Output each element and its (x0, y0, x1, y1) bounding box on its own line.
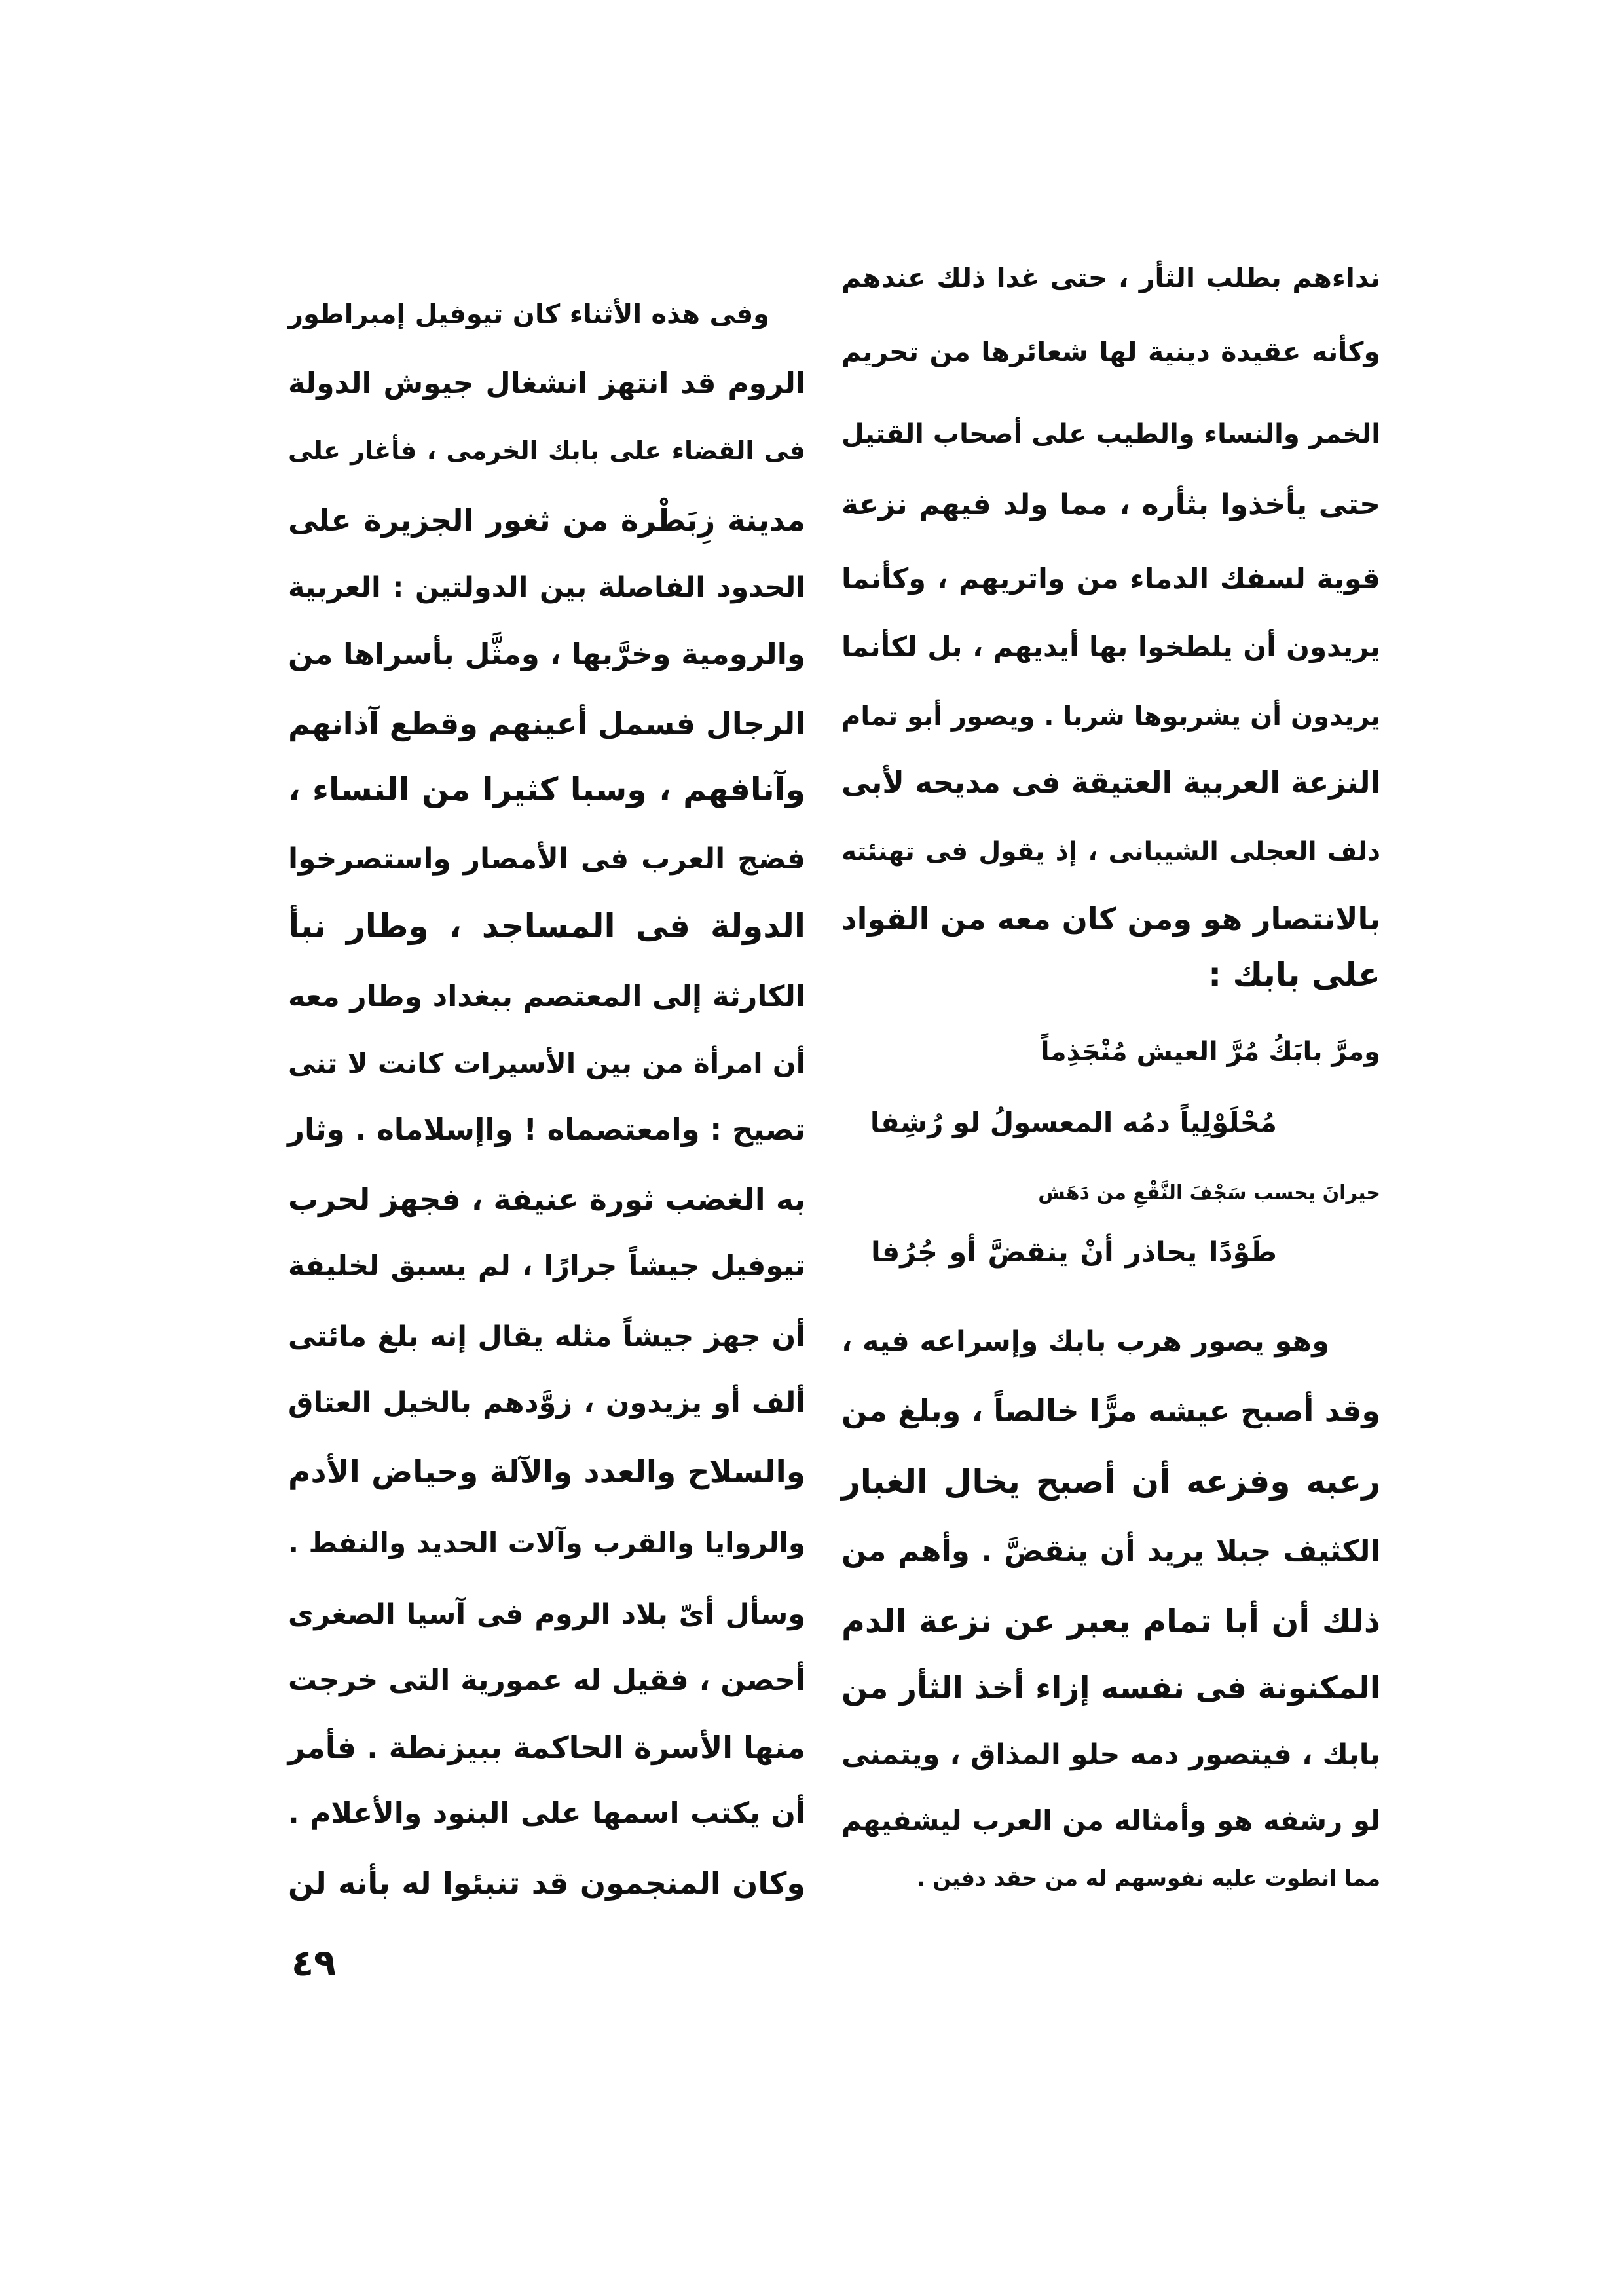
text-line: ألف أو يزيدون ، زوَّدهم بالخيل العتاق (288, 1387, 805, 1419)
text-line: الخمر والنساء والطيب على أصحاب القتيل (841, 419, 1380, 449)
verse-line: مُحْلَوْلِياً دمُه المعسولُ لو رُشِفا (870, 1106, 1277, 1138)
text-line: قوية لسفك الدماء من واتريهم ، وكأنما (841, 563, 1380, 595)
text-line: منها الأسرة الحاكمة ببيزنطة . فأمر (287, 1730, 805, 1765)
text-line: دلف العجلى الشيبانى ، إذ يقول فى تهنئته (841, 837, 1380, 867)
text-line: لو رشفه هو وأمثاله من العرب ليشفيهم (841, 1804, 1380, 1837)
text-line: مما انطوت عليه نفوسهم له من حقد دفين . (917, 1865, 1380, 1891)
text-line: الكثيف جبلا يريد أن ينقضَّ . وأهم من (841, 1533, 1380, 1568)
text-line: يريدون أن يشربوها شربا . ويصور أبو تمام (841, 701, 1380, 732)
text-line: ذلك أن أبا تمام يعبر عن نزعة الدم (841, 1603, 1380, 1640)
text-line: وهو يصور هرب بابك وإسراعه فيه ، (841, 1325, 1329, 1358)
text-line: الكارثة إلى المعتصم ببغداد وطار معه (288, 980, 805, 1013)
text-line: مدينة زِبَطْرة من ثغور الجزيرة على (288, 502, 805, 538)
text-line: والسلاح والعدد والآلة وحياض الأدم (288, 1454, 805, 1490)
text-line: والروايا والقرب وآلات الحديد والنفط . (288, 1527, 805, 1559)
text-line: نداءهم بطلب الثأر ، حتى غدا ذلك عندهم (841, 262, 1380, 293)
text-line: وكان المنجمون قد تنبئوا له بأنه لن (288, 1865, 805, 1901)
text-line: وكأنه عقيدة دينية لها شعائرها من تحريم (841, 336, 1380, 367)
text-line: يريدون أن يلطخوا بها أيديهم ، بل لكأنما (841, 631, 1380, 663)
text-line: الدولة فى المساجد ، وطار نبأ (288, 907, 805, 945)
text-line: الرجال فسمل أعينهم وقطع آذانهم (288, 706, 805, 741)
page-number: ٤٩ (291, 1942, 337, 1985)
text-line: بابك ، فيتصور دمه حلو المذاق ، ويتمنى (841, 1738, 1380, 1771)
verse-line: حيرانَ يحسب سَجْفَ النَّقْعِ من دَهَش (1038, 1182, 1380, 1204)
text-line: رعبه وفزعه أن أصبح يخال الغبار (841, 1463, 1380, 1501)
text-line: تيوفيل جيشاً جرارًا ، لم يسبق لخليفة (288, 1250, 805, 1282)
text-line: به الغضب ثورة عنيفة ، فجهز لحرب (288, 1182, 805, 1217)
text-line: أحصن ، فقيل له عمورية التى خرجت (288, 1664, 805, 1697)
text-line: الحدود الفاصلة بين الدولتين : العربية (288, 571, 805, 604)
verse-line: ومرَّ بابَكُ مُرَّ العيش مُنْجَذِماً (1040, 1037, 1380, 1067)
text-line: النزعة العربية العتيقة فى مديحه لأبى (841, 765, 1380, 800)
text-line: وقد أصبح عيشه مرًّا خالصاً ، وبلغ من (841, 1393, 1380, 1428)
text-line: فى القضاء على بابك الخرمى ، فأغار على (288, 436, 805, 465)
text-line: أن يكتب اسمها على البنود والأعلام . (288, 1797, 805, 1830)
text-line: بالانتصار هو ومن كان معه من القواد (841, 901, 1380, 937)
text-line: أن امرأة من بين الأسيرات كانت لا تنى (288, 1047, 805, 1079)
text-line: وآنافهم ، وسبا كثيرا من النساء ، (288, 771, 805, 808)
text-line: أن جهز جيشاً مثله يقال إنه بلغ مائتى (288, 1320, 805, 1353)
text-line: وسأل أىّ بلاد الروم فى آسيا الصغرى (288, 1598, 805, 1631)
text-line: وفى هذه الأثناء كان تيوفيل إمبراطور (288, 299, 769, 329)
text-line: فضج العرب فى الأمصار واستصرخوا (288, 842, 805, 876)
text-line: على بابك : (1208, 956, 1380, 994)
text-line: والرومية وخرَّبها ، ومثَّل بأسراها من (288, 637, 805, 671)
text-line: المكنونة فى نفسه إزاء أخذ الثأر من (841, 1670, 1380, 1706)
verse-line: طَوْدًا يحاذر أنْ ينقضَّ أو جُرُفا (871, 1236, 1277, 1269)
text-line: الروم قد انتهز انشغال جيوش الدولة (288, 367, 805, 400)
text-line: حتى يأخذوا بثأره ، مما ولد فيهم نزعة (841, 488, 1380, 521)
text-line: تصيح : وامعتصماه ! واإسلاماه . وثار (287, 1112, 805, 1147)
